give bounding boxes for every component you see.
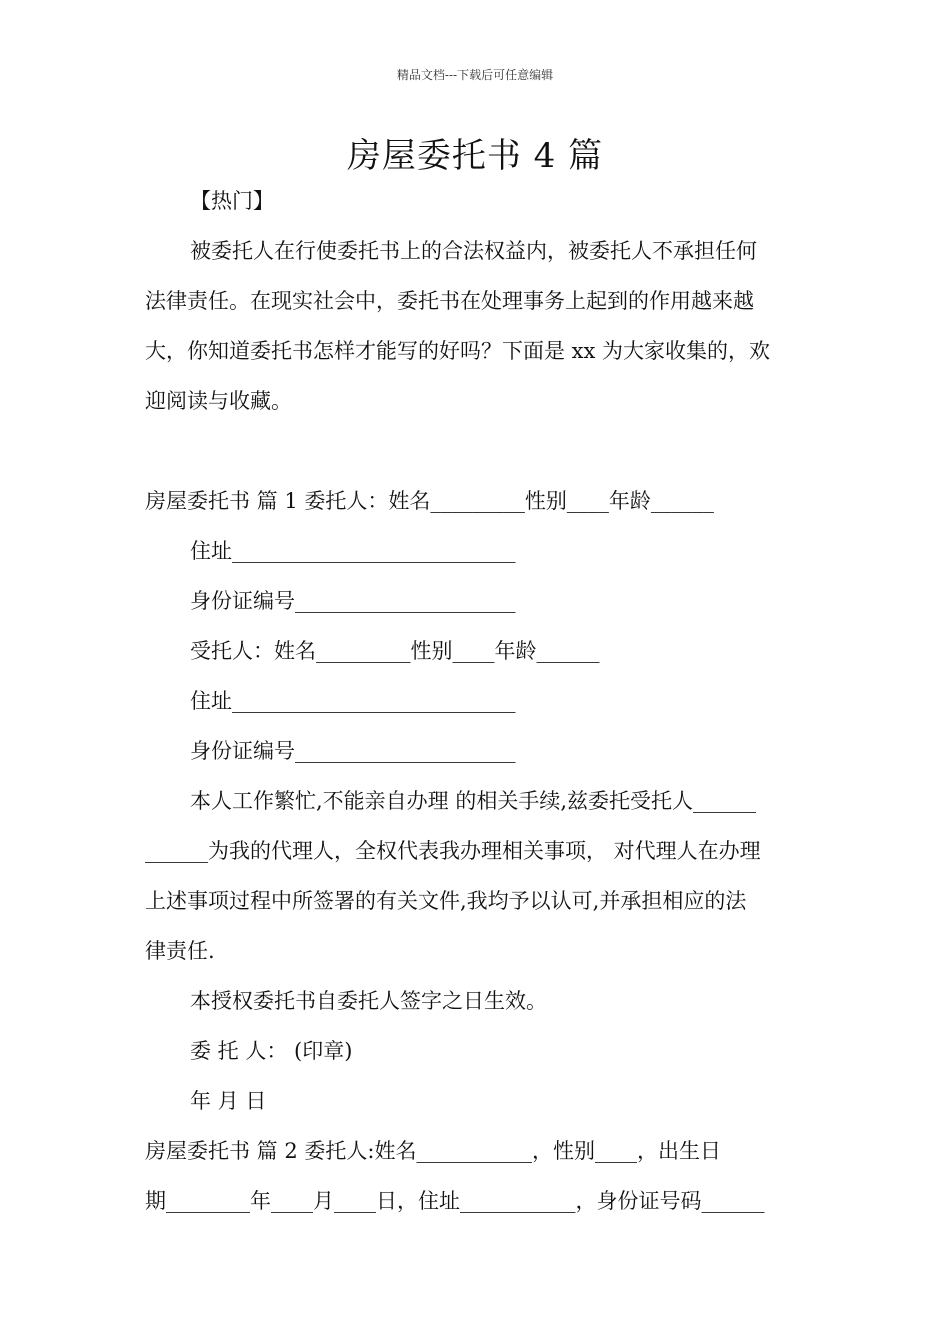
agent-address: 住址___________________________ <box>190 689 516 713</box>
intro-line-2: 法律责任。在现实社会中，委托书在处理事务上起到的作用越来越 <box>145 289 754 313</box>
intro-line-1: 被委托人在行使委托书上的合法权益内，被委托人不承担任何 <box>190 239 757 263</box>
intro-line-4: 迎阅读与收藏。 <box>145 389 292 413</box>
principal-address: 住址___________________________ <box>190 539 516 563</box>
date-line: 年 月 日 <box>190 1089 267 1113</box>
signature-line: 委 托 人： (印章) <box>190 1039 353 1063</box>
principal-id: 身份证编号_____________________ <box>190 589 516 613</box>
intro-line-3: 大，你知道委托书怎样才能写的好吗？下面是 xx 为大家收集的，欢 <box>145 339 771 363</box>
effective-line: 本授权委托书自委托人签字之日生效。 <box>190 989 547 1013</box>
page-header: 精品文档---下载后可任意编辑 <box>396 68 554 82</box>
section-1-principal: 房屋委托书 篇 1 委托人：姓名_________性别____年龄______ <box>145 489 714 513</box>
agent-name: 受托人：姓名_________性别____年龄______ <box>190 639 600 663</box>
body-line-2: ______为我的代理人，全权代表我办理相关事项， 对代理人在办理 <box>145 839 761 863</box>
tag-line: 【热门】 <box>190 189 274 213</box>
body-line-3: 上述事项过程中所签署的有关文件,我均予以认可,并承担相应的法 <box>145 889 747 913</box>
agent-id: 身份证编号_____________________ <box>190 739 516 763</box>
body-line-1: 本人工作繁忙,不能亲自办理 的相关手续,兹委托受托人______ <box>190 789 757 813</box>
document-title: 房屋委托书 4 篇 <box>346 136 604 176</box>
body-line-4: 律责任. <box>145 939 215 963</box>
section-2-line-1: 房屋委托书 篇 2 委托人:姓名___________，性别____，出生日 <box>145 1139 721 1163</box>
section-2-line-2: 期________年____月____日，住址___________，身份证号码______ <box>145 1189 765 1213</box>
